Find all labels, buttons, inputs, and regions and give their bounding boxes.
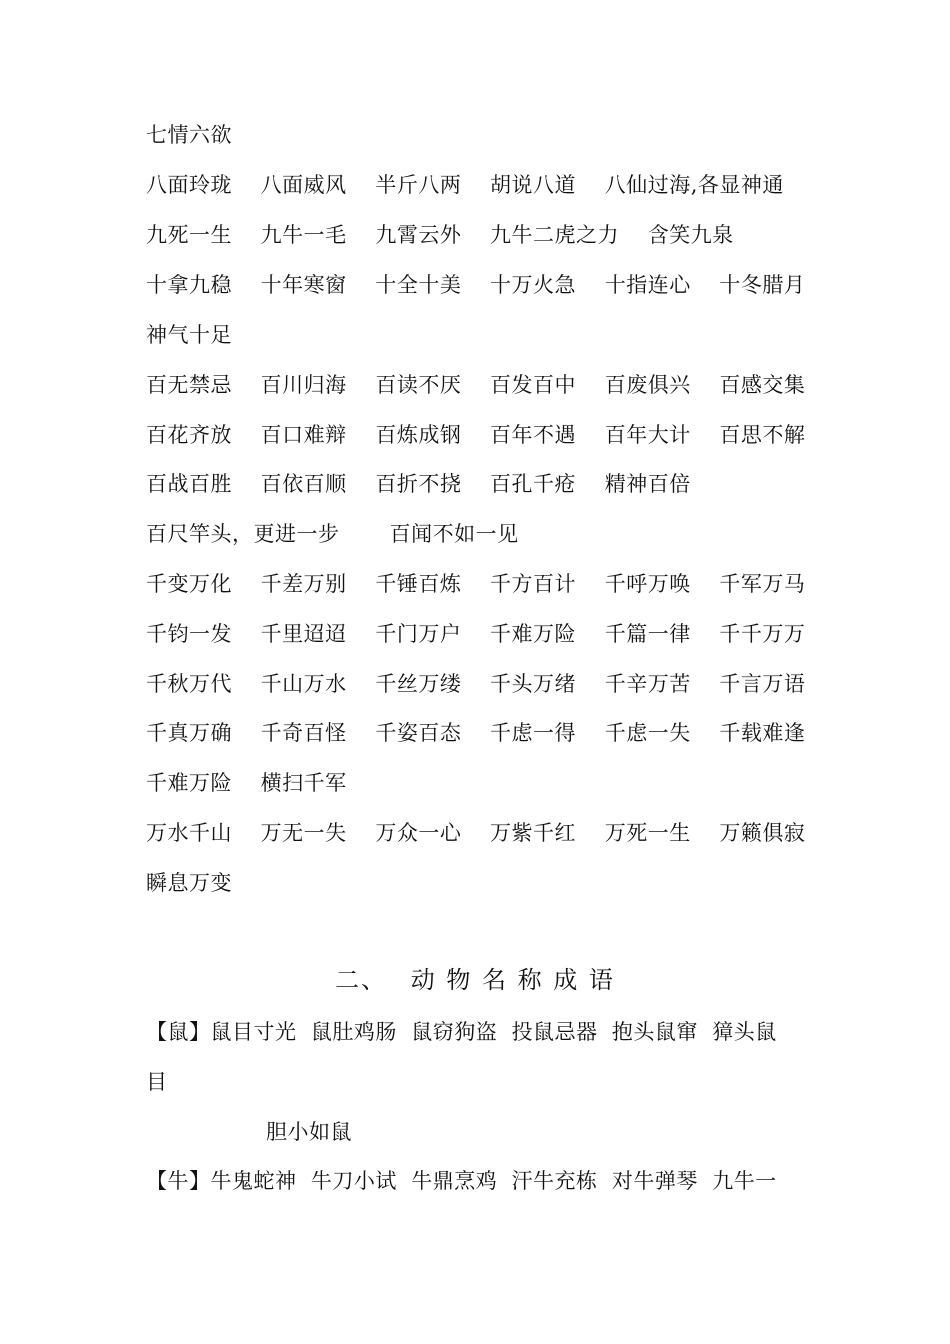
text-line: 百战百胜 百依百顺 百折不挠 百孔千疮 精神百倍 xyxy=(146,472,691,496)
text-line: 千变万化 千差万别 千锤百炼 千方百计 千呼万唤 千军万马 xyxy=(146,572,806,596)
text-line: 万水千山 万无一失 万众一心 万紫千红 万死一生 万籁俱寂 xyxy=(146,821,806,845)
text-line: 百花齐放 百口难辩 百炼成钢 百年不遇 百年大计 百思不解 xyxy=(146,423,806,447)
text-line: 七情六欲 xyxy=(146,123,232,147)
text-line: 神气十足 xyxy=(146,323,232,347)
text-line: 千难万险 横扫千军 xyxy=(146,771,347,795)
text-line: 胆小如鼠 xyxy=(266,1120,352,1144)
text-line: 十拿九稳 十年寒窗 十全十美 十万火急 十指连心 十冬腊月 xyxy=(146,273,806,297)
text-line: 千真万确 千奇百怪 千姿百态 千虑一得 千虑一失 千载难逢 xyxy=(146,721,806,745)
text-line: 千钧一发 千里迢迢 千门万户 千难万险 千篇一律 千千万万 xyxy=(146,622,806,646)
text-line: 瞬息万变 xyxy=(146,871,232,895)
text-line: 【牛】牛鬼蛇神 牛刀小试 牛鼎烹鸡 汗牛充栋 对牛弹琴 九牛一 xyxy=(146,1169,777,1193)
text-line: 九死一生 九牛一毛 九霄云外 九牛二虎之力 含笑九泉 xyxy=(146,223,734,247)
text-line: 百无禁忌 百川归海 百读不厌 百发百中 百废俱兴 百感交集 xyxy=(146,373,806,397)
text-line: 【鼠】鼠目寸光 鼠肚鸡肠 鼠窃狗盗 投鼠忌器 抱头鼠窜 獐头鼠 xyxy=(146,1020,777,1044)
text-line: 八面玲珑 八面威风 半斤八两 胡说八道 八仙过海,各显神通 xyxy=(146,173,784,197)
section-heading: 二、 动 物 名 称 成 语 xyxy=(335,966,615,994)
text-line: 千秋万代 千山万水 千丝万缕 千头万绪 千辛万苦 千言万语 xyxy=(146,672,806,696)
text-line: 目 xyxy=(146,1070,168,1094)
text-line: 百尺竿头，更进一步 百闻不如一见 xyxy=(146,522,519,546)
